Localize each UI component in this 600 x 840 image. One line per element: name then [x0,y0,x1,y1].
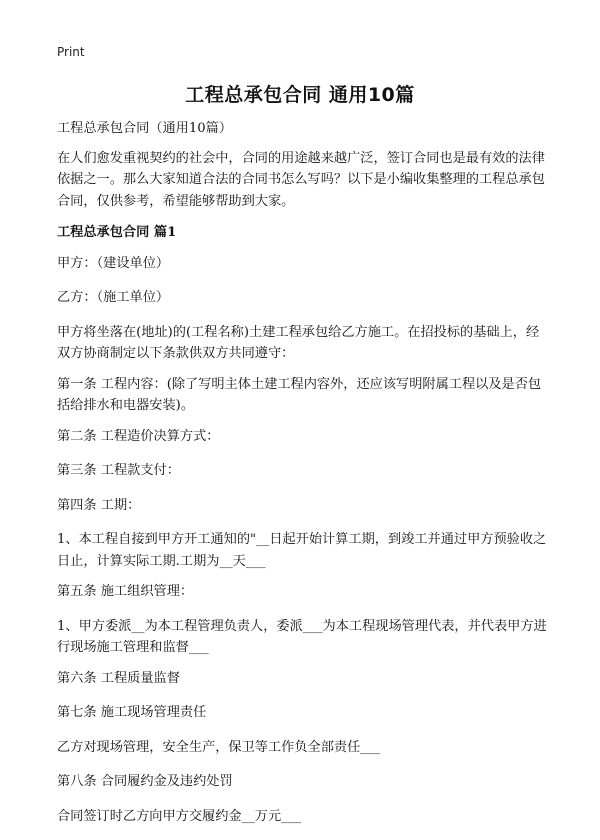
article-1: 第一条 工程内容：(除了写明主体土建工程内容外，还应该写明附属工程以及是否包括给排水和电器安装)。 [57,376,542,413]
article-8: 第八条 合同履约金及违约处罚 [57,774,233,789]
article-5: 第五条 施工组织管理： [57,584,194,599]
article-8-text: 合同签订时乙方向甲方交履约金__万元___ [57,808,301,824]
subtitle: 工程总承包合同（通用10篇） [57,121,233,136]
article-7-text: 乙方对现场管理，安全生产，保卫等工作负全部责任___ [57,739,381,755]
article-5-clause-1: 1、甲方委派__为本工程管理负责人，委派___为本工程现场管理代表，并代表甲方进行现场施工管理和监督___ [57,618,547,655]
article-4-clause-1: 1、本工程自接到甲方开工通知的"__日起开始计算工期，到竣工并通过甲方预验收之日止，计算实际工期.工期为__天___ [57,532,547,569]
intro-paragraph: 在人们愈发重视契约的社会中，合同的用途越来越广泛，签订合同也是最有效的法律依据之一。那么大家知道合法的合同书怎么写吗？以下是小编收集整理的工程总承包合同，仅供参考，希望能够帮助到大家。 [57,150,545,209]
page-title: 工程总承包合同 通用10篇 [185,84,415,106]
section-heading: 工程总承包合同 篇1 [57,225,177,240]
document-body [57,118,547,840]
article-3: 第三条 工程款支付： [57,463,180,478]
article-6: 第六条 工程质量监督 [57,670,180,686]
preamble-paragraph: 甲方将坐落在(地址)的(工程名称)土建工程承包给乙方施工。在招投标的基础上，经双方协商制定以下条款供双方共同遵守： [57,324,540,361]
article-7: 第七条 施工现场管理责任 [57,705,207,720]
print-link[interactable]: Print [57,45,85,59]
party-b-line: 乙方：（施工单位） [57,290,170,305]
party-a-line: 甲方：（建设单位） [57,255,170,271]
article-2: 第二条 工程造价决算方式： [57,428,220,444]
article-4: 第四条 工期： [57,497,141,513]
